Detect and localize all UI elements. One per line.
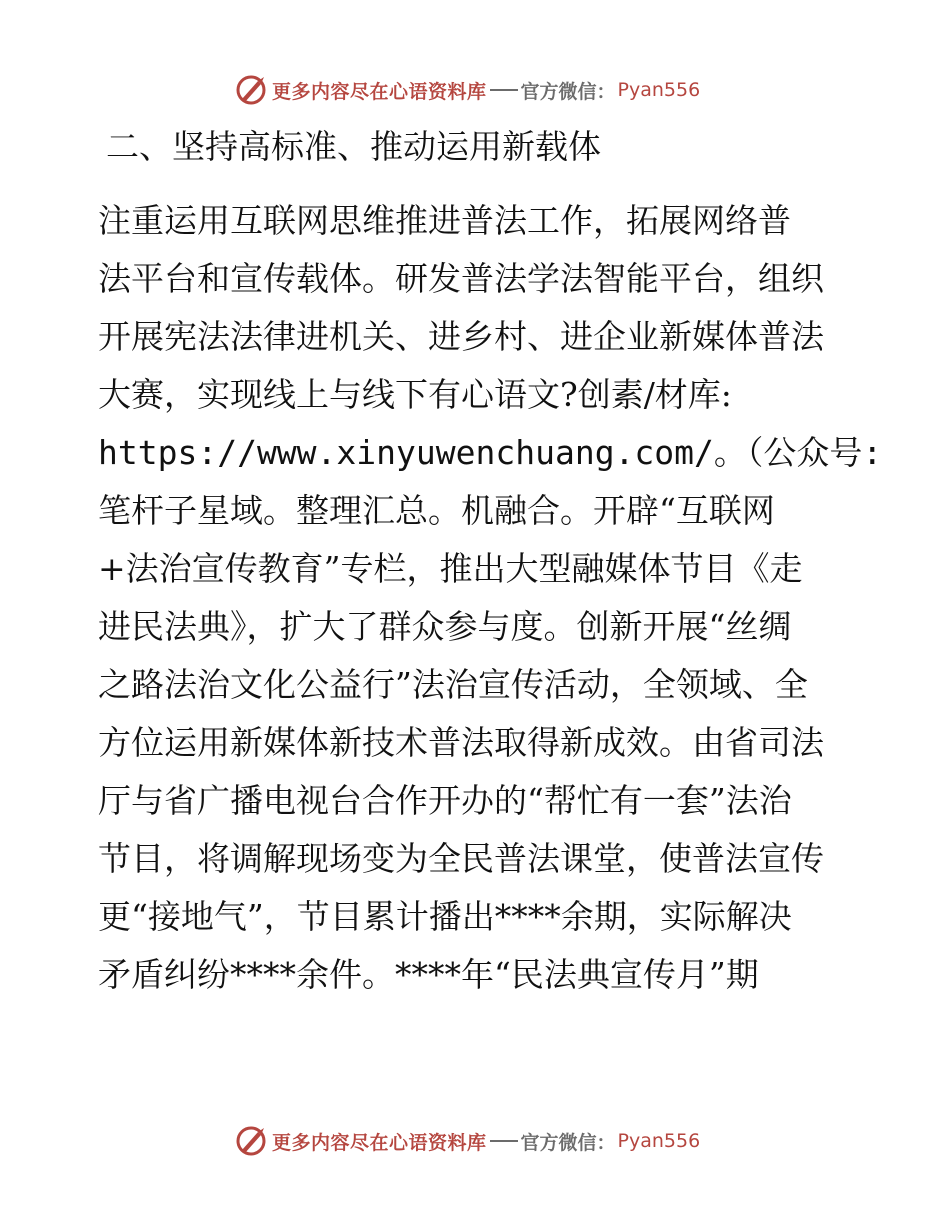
body-line: 矛盾纠纷****余件。****年“民法典宣传月”期 bbox=[98, 955, 759, 994]
watermark-dash bbox=[490, 89, 518, 91]
quill-pen-seal-icon bbox=[234, 1124, 268, 1158]
footer-watermark bbox=[234, 1121, 700, 1161]
body-line: 注重运用互联网思维推进普法工作，拓展网络普 bbox=[98, 201, 791, 240]
watermark-dash bbox=[490, 1140, 518, 1142]
body-line: 开展宪法法律进机关、进乡村、进企业新媒体普法 bbox=[98, 317, 824, 356]
body-line: +法治宣传教育”专栏，推出大型融媒体节目《走 bbox=[98, 549, 803, 588]
body-line: 大赛，实现线上与线下有心语文?创素/材库: bbox=[98, 375, 732, 414]
body-paragraph bbox=[98, 198, 882, 1010]
body-line: 法平台和宣传载体。研发普法学法智能平台，组织 bbox=[98, 259, 824, 298]
body-line: 之路法治文化公益行”法治宣传活动，全领域、全 bbox=[98, 665, 808, 704]
watermark-brand: 更多内容尽在心语资料库 bbox=[272, 80, 487, 103]
watermark-account: Pyan556 bbox=[617, 1130, 701, 1152]
watermark-brand: 更多内容尽在心语资料库 bbox=[272, 1131, 487, 1154]
watermark-account: Pyan556 bbox=[617, 79, 701, 101]
section-heading: 二、坚持高标准、推动运用新载体 bbox=[106, 127, 601, 166]
quill-pen-seal-icon bbox=[234, 73, 268, 107]
body-line-url: https://www.xinyuwenchuang.com/。（公众号: bbox=[98, 433, 883, 472]
body-line: 方位运用新媒体新技术普法取得新成效。由省司法 bbox=[98, 723, 824, 762]
body-line: 更“接地气”，节目累计播出****余期，实际解决 bbox=[98, 897, 792, 936]
watermark-official: 官方微信： bbox=[520, 80, 616, 103]
body-line: 节目，将调解现场变为全民普法课堂，使普法宣传 bbox=[98, 839, 824, 878]
body-line: 笔杆子星域。整理汇总。机融合。开辟“互联网 bbox=[98, 491, 775, 530]
body-line: 厅与省广播电视台合作开办的“帮忙有一套”法治 bbox=[98, 781, 792, 820]
header-watermark bbox=[234, 70, 700, 110]
watermark-official: 官方微信： bbox=[520, 1131, 616, 1154]
body-line: 进民法典》，扩大了群众参与度。创新开展“丝绸 bbox=[98, 607, 792, 646]
